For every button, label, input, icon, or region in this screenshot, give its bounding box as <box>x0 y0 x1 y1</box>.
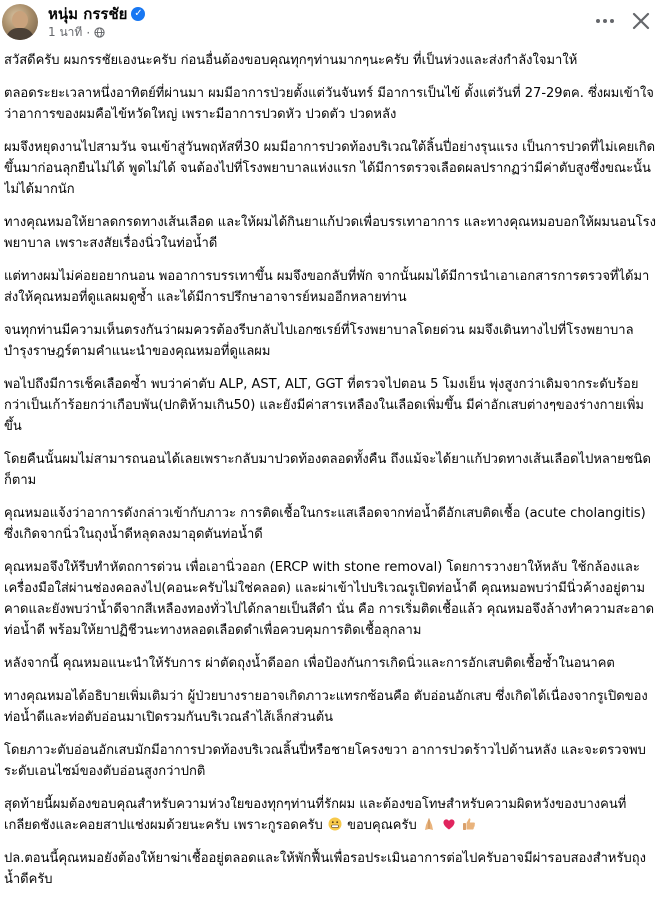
post-header <box>0 0 665 44</box>
thanks-text: ขอบคุณครับ <box>347 818 417 833</box>
paragraph-9: คุณหมอแจ้งว่าอาการดังกล่าวเข้ากับภาวะ การติดเชื้อในกระแสเลือดจากท่อน้ำดีอักเสบติดเชื้อ (acute cholangitis) ซึ่งเกิดจากนิ่วในถุงน้ำดีหลุดลงมาอุดตันท่อน้ำดี <box>4 506 646 542</box>
more-options-button[interactable] <box>592 8 618 34</box>
globe-icon <box>94 27 105 38</box>
thumbs-up-emoji-icon <box>462 817 476 831</box>
paragraph-1: สวัสดีครับ ผมกรรชัยเองนะครับ ก่อนอื่นต้องขอบคุณทุกๆท่านมากๆนะครับ ที่เป็นห่วงและส่งกำลังใจมาให้ <box>4 53 578 68</box>
paragraph-8: โดยคืนนั้นผมไม่สามารถนอนได้เลยเพราะกลับมาปวดท้องตลอดทั้งคืน ถึงแม้จะได้ยาแก้ปวดทางเส้นเลือดไปหลายชนิดก็ตาม <box>4 452 651 488</box>
post-body <box>4 50 660 902</box>
postscript-paragraph: ปล.ตอนนี้คุณหมอยังต้องให้ยาฆ่าเชื้ออยู่ตลอดและให้พักฟื้นเพื่อรอประเมินอาการต่อไปครับอาจมีผ่ารอบสองสำหรับถุงน้ำดีครับ <box>4 851 646 887</box>
meta-separator: · <box>86 25 91 40</box>
closing-text: สุดท้ายนี้ผมต้องขอบคุณสำหรับความห่วงใยของทุกๆท่านที่รักผม และต้องขอโทษสำหรับความผิดหวังของบางคนที่เกลียดชังและคอยสาปแช่งผมด้วยนะครับ เพราะกูรอดครับ <box>4 797 627 833</box>
paragraph-7: พอไปถึงมีการเช็คเลือดซ้ำ พบว่าค่าตับ ALP, AST, ALT, GGT ที่ตรวจไปตอน 5 โมงเย็น พุ่งสูงกว่าเดิมจากระดับร้อยกว่าเป็นเก้าร้อยกว่าเกือบพัน(ปกติห้ามเกิน50) และยังมีค่าสารเหลืองในเลือดเพิ่มขึ้น มีค่าอักเสบต่างๆของร่างกายเพิ่มขึ้น <box>4 377 644 434</box>
verified-badge-icon: ✓ <box>131 7 145 21</box>
grimacing-face-emoji-icon <box>328 817 342 831</box>
paragraph-6: จนทุกท่านมีความเห็นตรงกันว่าผมควรต้องรีบกลับไปเอกซเรย์ที่โรงพยาบาลโดยด่วน ผมจึงเดินทางไปที่โรงพยาบาลบำรุงราษฎร์ตามคำแนะนำของคุณหมอที่ดูแลผม <box>4 323 634 359</box>
avatar-face <box>12 11 28 29</box>
paragraph-2: ตลอดระยะเวลาหนึ่งอาทิตย์ที่ผ่านมา ผมมีอาการป่วยตั้งแต่วันจันทร์ มีอาการเป็นไข้ ตั้งแต่วันที่ 27-29ตค. ซึ่งผมเข้าใจว่าอาการของผมคือไข้หวัดใหญ่ เพราะมีอาการปวดหัว ปวดตัว ปวดหลัง <box>4 86 654 122</box>
closing-paragraph <box>4 794 660 836</box>
folded-hands-emoji-icon <box>422 817 436 831</box>
paragraph-3: ผมจึงหยุดงานไปสามวัน จนเข้าสู่วันพฤหัสที่30 ผมมีอาการปวดท้องบริเวณใต้ลิ้นปี่อย่างรุนแรง เป็นการปวดที่ไม่เคยเกิดขึ้นมาก่อนลุกยืนไม่ได้ พูดไม่ได้ จนต้องไปที่โรงพยาบาลแห่งแรก ได้มีการตรวจเลือดผลปรากฏว่ามีค่าตับสูงซึ่งขณะนั้นไม่ได้มากนัก <box>4 140 656 197</box>
post-timestamp[interactable]: 1 นาที <box>48 25 83 39</box>
author-name[interactable]: หนุ่ม กรรชัย <box>48 5 128 23</box>
paragraph-10: คุณหมอจึงให้รีบทำหัตถการด่วน เพื่อเอานิ่วออก (ERCP with stone removal) โดยการวางยาให้หลับ ใช้กล้องและเครื่องมือใส่ผ่านช่องคอลงไป(คอนะครับไม่ใช่คลอด) และผ่าเข้าไปบริเวณรูเปิดท่อน้ำดี คุณหมอพบว่ามีนิ่วค้างอยู่ตามคาดและยังพบว่าน้ำดีจากสีเหลืองทองทั่วไปได้กลายเป็นสีดำ นั่น คือ การเริ่มติดเชื้อแล้ว คุณหมอจึงล้างทำความสะอาดท่อน้ำดี พร้อมให้ยาปฏิชีวนะทางหลอดเลือดดำเพื่อควบคุมการติดเชื้อลุกลาม <box>4 560 655 638</box>
avatar-body <box>6 28 34 40</box>
author-avatar[interactable] <box>2 4 38 40</box>
post-meta <box>48 23 105 42</box>
paragraph-4: ทางคุณหมอให้ยาลดกรดทางเส้นเลือด และให้ผมได้กินยาแก้ปวดเพื่อบรรเทาอาการ และทางคุณหมอบอกให้ผมนอนโรงพยาบาล เพราะสงสัยเรื่องนิ่วในท่อน้ำดี <box>4 215 656 251</box>
paragraph-11: หลังจากนี้ คุณหมอแนะนำให้รับการ ผ่าตัดถุงน้ำดีออก เพื่อป้องกันการเกิดนิ่วและการอักเสบติดเชื้อซ้ำในอนาคต <box>4 656 615 671</box>
paragraph-13: โดยภาวะตับอ่อนอักเสบมักมีอาการปวดท้องบริเวณลิ้นปี่หรือชายโครงขวา อาการปวดร้าวไปด้านหลัง และจะตรวจพบระดับเอนไซม์ของตับอ่อนสูงกว่าปกติ <box>4 743 646 779</box>
paragraph-5: แต่ทางผมไม่ค่อยอยากนอน พออาการบรรเทาขึ้น ผมจึงขอกลับที่พัก จากนั้นผมได้มีการนำเอาเอกสารการตรวจที่ได้มา ส่งให้คุณหมอที่ดูแลผมดูซ้ำ และได้มีการปรึกษาอาจารย์หมออีกหลายท่าน <box>4 269 650 305</box>
more-options-icon <box>596 19 600 23</box>
close-icon[interactable] <box>628 8 654 34</box>
paragraph-12: ทางคุณหมอได้อธิบายเพิ่มเติมว่า ผู้ป่วยบางรายอาจเกิดภาวะแทรกซ้อนคือ ตับอ่อนอักเสบ ซึ่งเกิดได้เนื่องจากรูเปิดของท่อน้ำดีและท่อตับอ่อนมาเปิดรวมกันบริเวณลำไส้เล็กส่วนต้น <box>4 689 648 725</box>
red-heart-emoji-icon <box>442 817 456 831</box>
